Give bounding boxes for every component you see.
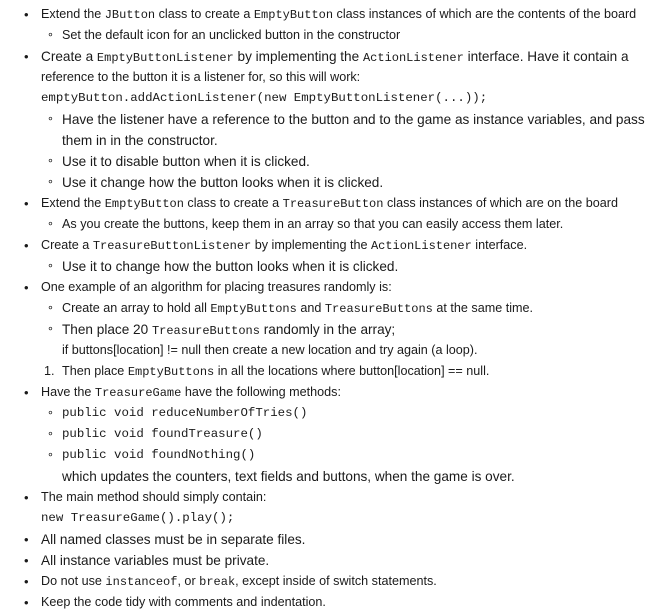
list-item: ∘ Set the default icon for an unclicked button in the constructor [0,25,666,46]
list-item: ∘ Create an array to hold all EmptyButtons and TreasureButtons at the same time. [0,298,666,319]
list-item: • Keep the code tidy with comments and indentation. [0,592,666,613]
bullet-icon: • [24,280,29,295]
bullet-icon: • [24,532,29,547]
hollow-bullet-icon: ∘ [47,218,54,230]
bullet-icon: • [24,385,29,400]
hollow-bullet-icon: ∘ [47,29,54,41]
list-item-continuation: which updates the counters, text fields and buttons, when the game is over. [62,469,515,484]
bullet-icon: • [24,238,29,253]
list-item-continuation: reference to the button it is a listener for, so this will work: [41,70,361,84]
list-item: • Create a EmptyButtonListener by implementing the ActionListener interface. Have it contain a [0,46,666,67]
list-item: ∘ Use it to disable button when it is clicked. [0,151,666,172]
hollow-bullet-icon: ∘ [47,176,54,188]
list-item: • One example of an algorithm for placing treasures randomly is: [0,277,666,298]
hollow-bullet-icon: ∘ [47,113,54,125]
list-item: • All named classes must be in separate files. [0,529,666,550]
list-item: • The main method should simply contain: [0,487,666,508]
list-item: • Extend the EmptyButton class to create a TreasureButton class instances of which are on the board [0,193,666,214]
bullet-icon: • [24,490,29,505]
code-line: new TreasureGame().play(); [41,511,235,525]
list-item: ∘ public void foundTreasure() [0,424,666,445]
list-item-continuation: them in in the constructor. [62,133,218,148]
bullet-icon: • [24,196,29,211]
list-item: • Create a TreasureButtonListener by implementing the ActionListener interface. [0,235,666,256]
list-item: • Do not use instanceof, or break, except inside of switch statements. [0,571,666,592]
list-item: ∘ As you create the buttons, keep them in an array so that you can easily access them later. [0,214,666,235]
list-item-continuation: if buttons[location] != null then create a new location and try again (a loop). [62,343,478,357]
hollow-bullet-icon: ∘ [47,302,54,314]
hollow-bullet-icon: ∘ [47,155,54,167]
list-item: ∘ Then place 20 TreasureButtons randomly in the array; [0,319,666,340]
list-item: • Have the TreasureGame have the following methods: [0,382,666,403]
list-item: ∘ public void foundNothing() [0,445,666,466]
bullet-icon: • [24,595,29,610]
list-item: ∘ public void reduceNumberOfTries() [0,403,666,424]
hollow-bullet-icon: ∘ [47,260,54,272]
code-line: emptyButton.addActionListener(new EmptyButtonListener(...)); [41,91,488,105]
numbered-item: 1. Then place EmptyButtons in all the locations where button[location] == null. [44,364,490,379]
list-item: • All instance variables must be private. [0,550,666,571]
bullet-icon: • [24,553,29,568]
list-item: ∘ Have the listener have a reference to the button and to the game as instance variables, and pass [0,109,666,130]
hollow-bullet-icon: ∘ [47,428,54,440]
list-item: ∘ Use it to change how the button looks when it is clicked. [0,256,666,277]
bullet-icon: • [24,7,29,22]
hollow-bullet-icon: ∘ [47,407,54,419]
hollow-bullet-icon: ∘ [47,323,54,335]
bullet-icon: • [24,49,29,64]
list-item: • Extend the JButton class to create a EmptyButton class instances of which are the contents of the board [0,4,666,25]
hollow-bullet-icon: ∘ [47,449,54,461]
bullet-icon: • [24,574,29,589]
list-item: ∘ Use it change how the button looks when it is clicked. [0,172,666,193]
assignment-document [0,4,666,613]
